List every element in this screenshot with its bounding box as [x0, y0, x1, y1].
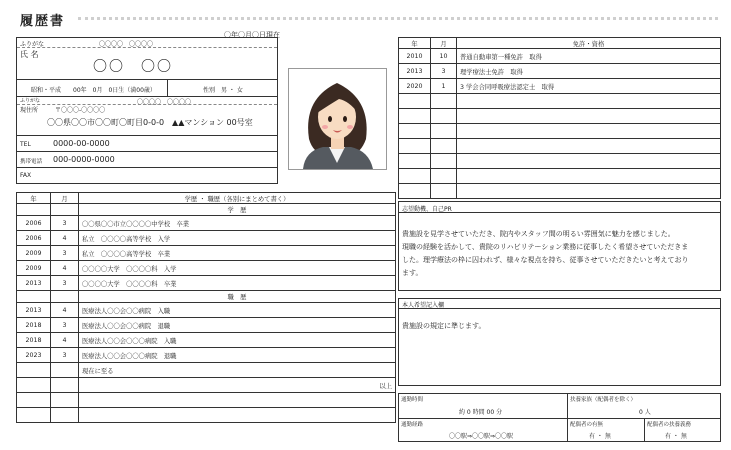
- motivation-line: した。理学療法の枠に囚われず、様々な視点を持ち、従事させていただきたいと考えており: [402, 256, 689, 264]
- license-row: [399, 79, 721, 94]
- work-row-text[interactable]: 医療法人〇〇会〇〇病院 入職: [79, 303, 396, 318]
- education-row: [17, 246, 396, 261]
- license-row-text[interactable]: 普通自動車第一種免許 取得: [457, 49, 721, 64]
- motivation-line: ます。: [402, 269, 423, 277]
- education-row-year[interactable]: 2009: [17, 246, 51, 261]
- license-row: [399, 109, 721, 124]
- license-row-text[interactable]: [457, 94, 721, 109]
- request-text[interactable]: 貴施設の規定に準じます。: [402, 322, 486, 330]
- licenses-table: [398, 37, 721, 199]
- work-row-text[interactable]: 医療法人〇〇会〇〇〇病院 入職: [79, 333, 396, 348]
- license-row-text[interactable]: [457, 139, 721, 154]
- document-date: 〇年〇月〇日現在: [224, 31, 280, 39]
- education-row-year[interactable]: 2009: [17, 261, 51, 276]
- address-furigana-label: ふりがな: [20, 98, 41, 104]
- education-section-label: 学 歴: [79, 204, 396, 216]
- education-row: [17, 216, 396, 231]
- license-row-text[interactable]: 理学療法士免許 取得: [457, 64, 721, 79]
- license-row-year[interactable]: [399, 154, 431, 169]
- license-row-year[interactable]: 2010: [399, 49, 431, 64]
- spouse-support-label: 配偶者の扶養義務: [647, 422, 692, 428]
- work-row-year[interactable]: 2023: [17, 348, 51, 363]
- motivation-line: 貴施設を見学させていただき、院内やスタッフ間の明るい雰囲気に魅力を感じました。: [402, 230, 675, 238]
- spouse-label: 配偶者の有無: [570, 422, 604, 428]
- license-row-year[interactable]: 2020: [399, 79, 431, 94]
- license-header-year: 年: [399, 38, 431, 49]
- work-row-month[interactable]: 4: [51, 303, 79, 318]
- work-row-month[interactable]: 3: [51, 318, 79, 333]
- mobile-value[interactable]: 000-0000-0000: [53, 155, 115, 164]
- license-row-month[interactable]: 3: [431, 64, 457, 79]
- birth-date[interactable]: 昭和・平成 00年 0月 0日生（満00歳）: [31, 87, 156, 94]
- license-row: [399, 169, 721, 184]
- education-row: [17, 231, 396, 246]
- license-row-year[interactable]: [399, 139, 431, 154]
- dependents-label: 扶養家族（配偶者を除く）: [570, 397, 637, 403]
- history-header-month: 月: [51, 193, 79, 204]
- person-photo-icon: [289, 69, 386, 169]
- address-label: 現住所: [20, 107, 39, 114]
- address-value[interactable]: 〇〇県〇〇市〇〇町〇町目0-0-0 ▲▲マンション 00号室: [47, 118, 253, 127]
- license-row: [399, 64, 721, 79]
- commute-route-value[interactable]: 〇〇駅⇒〇〇駅⇒〇〇駅: [449, 433, 514, 440]
- license-row: [399, 184, 721, 199]
- work-row-month[interactable]: 3: [51, 348, 79, 363]
- education-row-month[interactable]: 3: [51, 276, 79, 291]
- work-row-year[interactable]: 2018: [17, 318, 51, 333]
- license-row-month[interactable]: [431, 169, 457, 184]
- education-row-text[interactable]: 〇〇〇〇大学 〇〇〇〇科 入学: [79, 261, 396, 276]
- license-row-text[interactable]: [457, 169, 721, 184]
- license-row: [399, 154, 721, 169]
- name-value[interactable]: 〇〇 〇〇: [93, 59, 173, 75]
- license-row: [399, 124, 721, 139]
- tel-label: TEL: [20, 141, 31, 148]
- education-row: [17, 261, 396, 276]
- license-row-year[interactable]: [399, 94, 431, 109]
- history-current[interactable]: 現在に至る: [79, 363, 396, 378]
- fax-label: FAX: [20, 172, 32, 179]
- work-row-year[interactable]: 2013: [17, 303, 51, 318]
- education-row-month[interactable]: 4: [51, 261, 79, 276]
- license-row-month[interactable]: [431, 109, 457, 124]
- document-title: 履歴書: [20, 14, 66, 29]
- work-row: [17, 303, 396, 318]
- license-row-year[interactable]: [399, 184, 431, 199]
- tel-value[interactable]: 0000-00-0000: [53, 139, 110, 148]
- name-label: 氏 名: [20, 50, 39, 59]
- license-row-text[interactable]: [457, 154, 721, 169]
- education-row-text[interactable]: 〇〇〇〇大学 〇〇〇〇科 卒業: [79, 276, 396, 291]
- commute-time-label: 通勤時間: [401, 397, 424, 403]
- license-row-month[interactable]: [431, 94, 457, 109]
- gender[interactable]: 性別 男 ・ 女: [203, 87, 243, 94]
- furigana-label: ふりがな: [20, 41, 45, 48]
- title-divider: [78, 17, 718, 20]
- license-row-year[interactable]: 2013: [399, 64, 431, 79]
- license-row-month[interactable]: 10: [431, 49, 457, 64]
- education-row-text[interactable]: 〇〇県〇〇市立〇〇〇〇中学校 卒業: [79, 216, 396, 231]
- license-row-month[interactable]: [431, 124, 457, 139]
- license-row-month[interactable]: [431, 139, 457, 154]
- education-row-year[interactable]: 2006: [17, 216, 51, 231]
- work-row-text[interactable]: 医療法人〇〇会〇〇〇病院 退職: [79, 348, 396, 363]
- motivation-line: 現職の経験を活かして、貴院のリハビリテーション業務に従事したく希望させていただきま: [402, 243, 689, 251]
- commute-time-value[interactable]: 約 0 時間 00 分: [459, 409, 503, 416]
- motivation-box[interactable]: [398, 201, 721, 291]
- motivation-label: 志望動機、自己PR: [402, 206, 452, 213]
- request-box[interactable]: [398, 298, 721, 386]
- license-row-year[interactable]: [399, 169, 431, 184]
- request-label: 本人希望記入欄: [402, 302, 445, 309]
- furigana-value[interactable]: 〇〇〇〇 〇〇〇〇: [99, 41, 154, 48]
- work-row-text[interactable]: 医療法人〇〇会〇〇病院 退職: [79, 318, 396, 333]
- postal-code[interactable]: 〒〇〇〇-〇〇〇〇: [55, 107, 106, 114]
- license-row: [399, 94, 721, 109]
- work-row: [17, 348, 396, 363]
- personal-info: [16, 37, 278, 184]
- history-table: [16, 192, 396, 423]
- license-header-month: 月: [431, 38, 457, 49]
- license-row-text[interactable]: [457, 124, 721, 139]
- license-row-text[interactable]: 3 学会合同呼吸療法認定士 取得: [457, 79, 721, 94]
- license-row-year[interactable]: [399, 109, 431, 124]
- education-row-month[interactable]: 3: [51, 246, 79, 261]
- license-row: [399, 139, 721, 154]
- address-furigana-value[interactable]: 〇〇〇〇 〇〇〇〇: [137, 99, 192, 106]
- work-row: [17, 333, 396, 348]
- work-row-month[interactable]: 4: [51, 333, 79, 348]
- license-row-month[interactable]: 1: [431, 79, 457, 94]
- id-photo: [288, 68, 387, 170]
- education-row-month[interactable]: 4: [51, 231, 79, 246]
- spouse-value[interactable]: 有 ・ 無: [589, 433, 611, 440]
- mobile-label: 携帯電話: [20, 159, 43, 165]
- license-row-text[interactable]: [457, 109, 721, 124]
- education-row-year[interactable]: 2013: [17, 276, 51, 291]
- commute-route-label: 通勤経路: [401, 422, 424, 428]
- history-end[interactable]: 以上: [79, 378, 396, 393]
- license-row-month[interactable]: [431, 184, 457, 199]
- license-row-text[interactable]: [457, 184, 721, 199]
- work-row-year[interactable]: 2018: [17, 333, 51, 348]
- license-row: [399, 49, 721, 64]
- education-row-text[interactable]: 私立 〇〇〇〇高等学校 入学: [79, 231, 396, 246]
- license-row-year[interactable]: [399, 124, 431, 139]
- education-row-year[interactable]: 2006: [17, 231, 51, 246]
- license-row-month[interactable]: [431, 154, 457, 169]
- history-header-text: 学歴 ・ 職歴（各別にまとめて書く）: [79, 193, 396, 204]
- work-section-label: 職 歴: [79, 291, 396, 303]
- history-header-year: 年: [17, 193, 51, 204]
- work-row: [17, 318, 396, 333]
- education-row: [17, 276, 396, 291]
- dependents-value[interactable]: 0 人: [639, 409, 651, 416]
- education-row-text[interactable]: 私立 〇〇〇〇高等学校 卒業: [79, 246, 396, 261]
- motivation-text[interactable]: [402, 228, 688, 280]
- license-header-text: 免許・資格: [457, 38, 721, 49]
- commute-block: [398, 393, 721, 442]
- spouse-support-value[interactable]: 有 ・ 無: [665, 433, 687, 440]
- education-row-month[interactable]: 3: [51, 216, 79, 231]
